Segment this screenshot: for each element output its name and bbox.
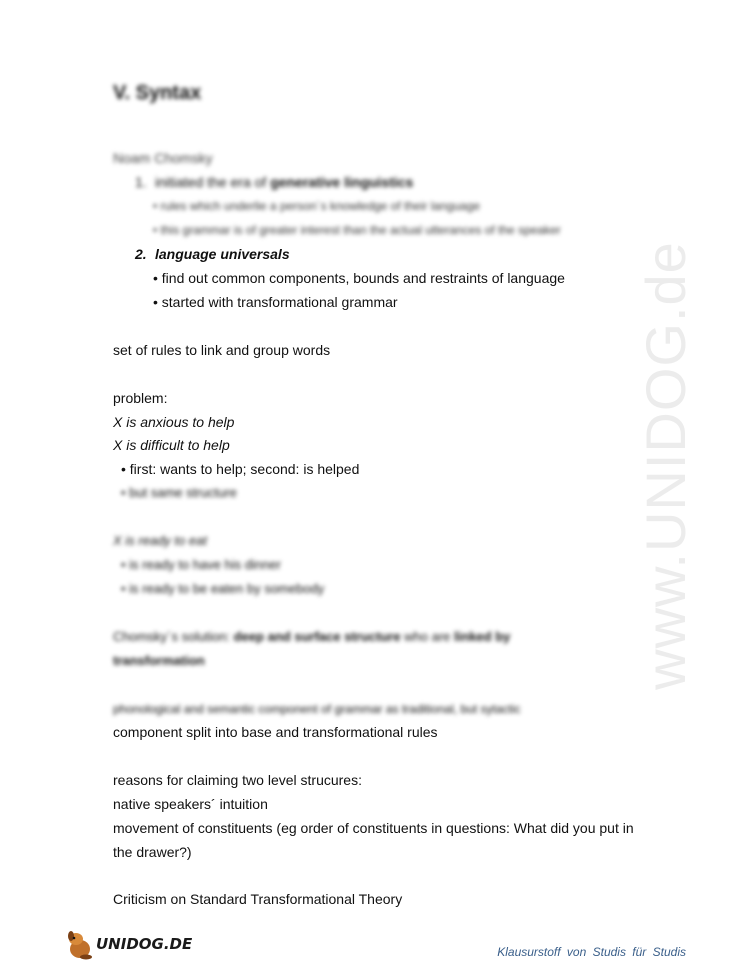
sub-bullet: • find out common components, bounds and restraints of language xyxy=(153,269,565,287)
logo-text: UNIDOG.DE xyxy=(96,935,193,953)
paragraph: transformation xyxy=(113,653,205,668)
sub-bullet: • rules which underlie a person´s knowledge of their language xyxy=(153,197,480,215)
example-sentence: X is difficult to help xyxy=(113,437,230,453)
bullet: • first: wants to help; second: is helped xyxy=(121,460,359,478)
paragraph: phonological and semantic component of grammar as traditional, but sytactic xyxy=(113,702,521,716)
paragraph: movement of constituents (eg order of constituents in questions: What did you put in xyxy=(113,820,634,836)
section-heading: Criticism on Standard Transformational Theory xyxy=(113,891,403,907)
example-sentence: X is anxious to help xyxy=(113,414,235,430)
bullet: • but same structure xyxy=(121,484,237,502)
paragraph: problem: xyxy=(113,390,168,406)
paragraph: reasons for claiming two level strucures: xyxy=(113,772,362,788)
footer-tagline: Klausurstoff von Studis für Studis xyxy=(497,945,686,959)
dog-icon xyxy=(66,927,96,961)
author-line: Noam Chomsky xyxy=(113,150,213,166)
bullet: • is ready to have his dinner xyxy=(121,556,281,574)
list-item-1: 1. initiated the era of generative linguistics xyxy=(135,174,414,190)
sub-bullet: • started with transformational grammar xyxy=(153,293,398,311)
paragraph: component split into base and transformational rules xyxy=(113,724,438,740)
page-title: V. Syntax xyxy=(113,82,202,104)
watermark: www.UNIDOG.de xyxy=(633,240,697,690)
example-sentence: X is ready to eat xyxy=(113,533,207,548)
list-item-2: 2. language universals xyxy=(135,246,290,262)
sub-bullet: • this grammar is of greater interest than the actual utterances of the speaker xyxy=(153,221,561,239)
paragraph: set of rules to link and group words xyxy=(113,342,331,358)
paragraph: Chomsky´s solution: deep and surface structure who are linked by xyxy=(113,629,511,644)
bullet: • is ready to be eaten by somebody xyxy=(121,580,324,598)
paragraph: the drawer?) xyxy=(113,844,192,860)
unidog-logo xyxy=(66,927,196,961)
paragraph: native speakers´ intuition xyxy=(113,796,268,812)
